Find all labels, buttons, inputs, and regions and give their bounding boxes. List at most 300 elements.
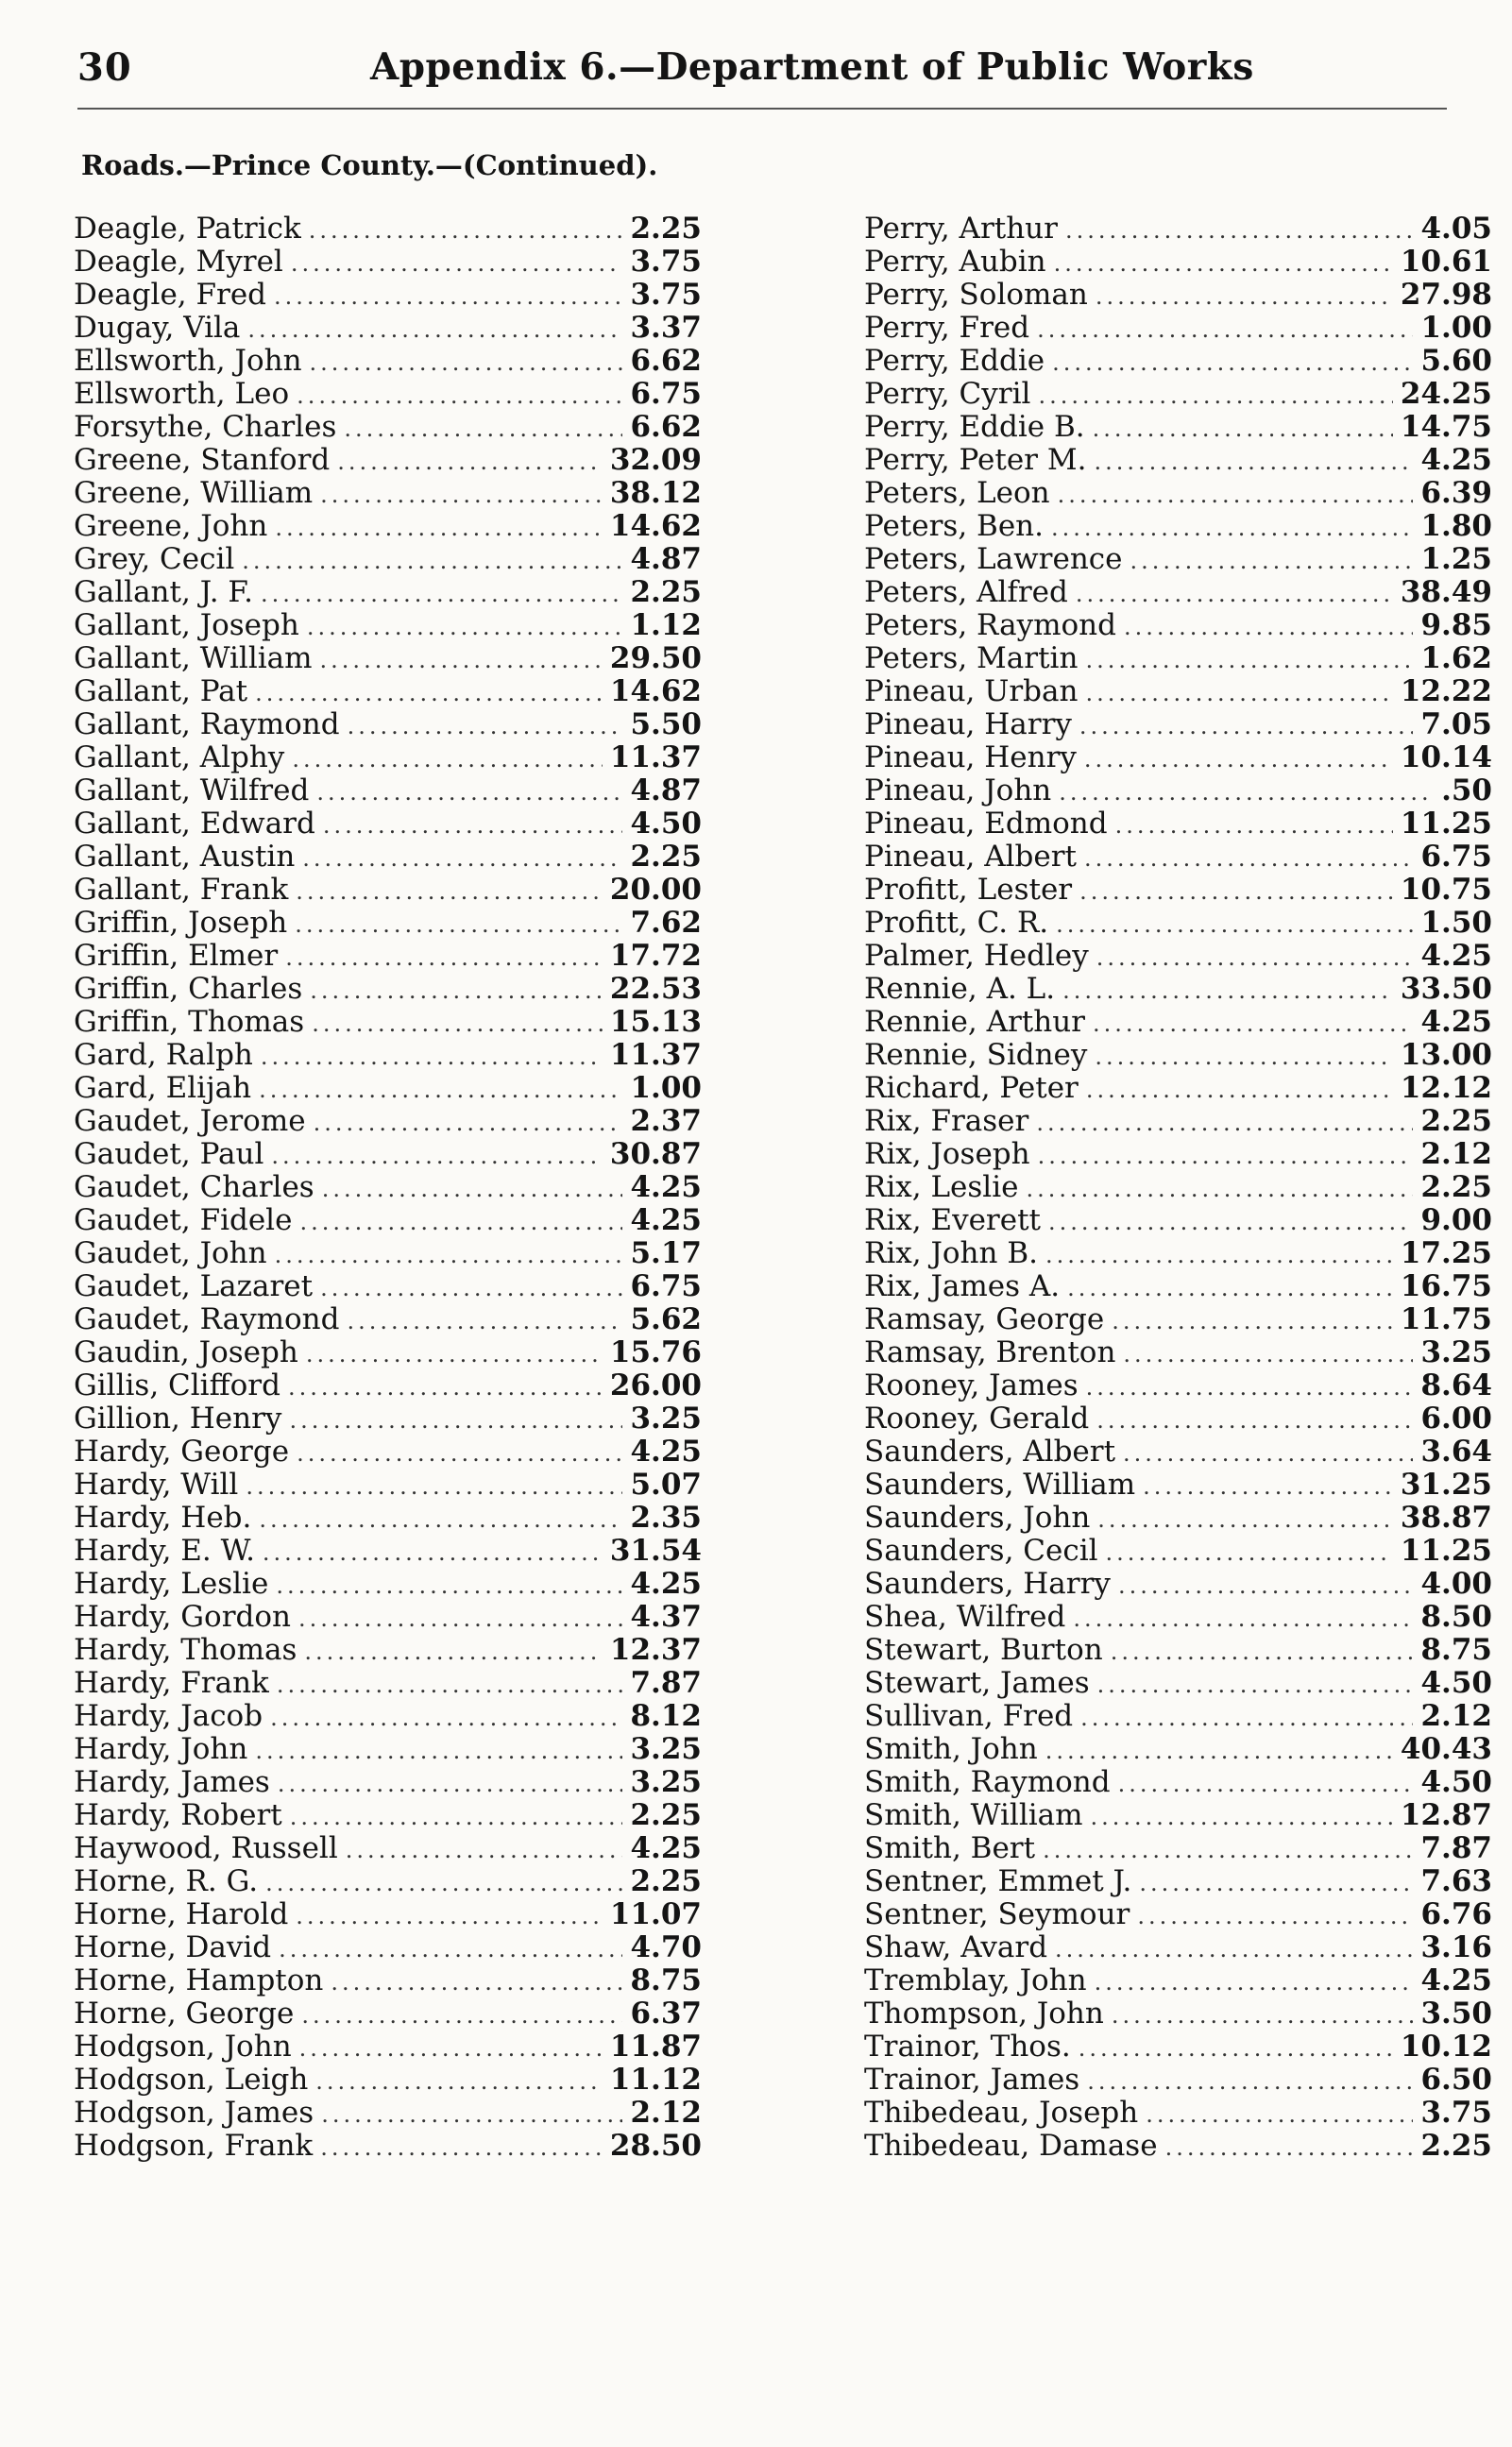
entry-amount: 8.12 (630, 1699, 702, 1733)
right-column (864, 212, 1492, 2163)
entry-amount: 12.87 (1400, 1798, 1492, 1832)
list-item (74, 1568, 702, 1601)
list-item (74, 741, 702, 774)
list-item (74, 1072, 702, 1105)
dot-leader (289, 1404, 622, 1437)
entry-name: Stewart, James (864, 1666, 1090, 1700)
entry-amount: 3.25 (630, 1732, 702, 1766)
entry-amount: 4.25 (630, 1170, 702, 1204)
entry-amount: 8.64 (1420, 1368, 1492, 1402)
entry-name: Richard, Peter (864, 1071, 1079, 1105)
entry-name: Palmer, Hedley (864, 939, 1089, 973)
list-item (864, 477, 1492, 510)
dot-leader (295, 909, 622, 942)
entry-name: Gard, Elijah (74, 1071, 252, 1105)
list-item (74, 1469, 702, 1502)
entry-name: Gallant, Austin (74, 840, 296, 874)
list-item (864, 1303, 1492, 1336)
entry-amount: 10.75 (1400, 873, 1492, 907)
entry-name: Peters, Martin (864, 641, 1079, 675)
dot-leader (1093, 1008, 1413, 1041)
entry-name: Gaudet, Raymond (74, 1302, 340, 1336)
entry-name: Profitt, C. R. (864, 906, 1049, 940)
dot-leader (277, 1669, 623, 1702)
entry-amount: 5.17 (630, 1236, 702, 1270)
entry-name: Rennie, Sidney (864, 1038, 1088, 1072)
entry-amount: 4.37 (630, 1600, 702, 1634)
dot-leader (247, 314, 622, 347)
entry-amount: 6.75 (630, 377, 702, 411)
list-item (74, 1898, 702, 1931)
entry-amount: 6.39 (1420, 476, 1492, 510)
dot-leader (1067, 1272, 1393, 1305)
dot-leader (1096, 942, 1414, 975)
entry-name: Gaudet, Charles (74, 1170, 314, 1204)
dot-leader (310, 347, 623, 380)
dot-leader (292, 743, 603, 776)
entry-amount: 31.25 (1400, 1468, 1492, 1502)
dot-leader (1137, 1900, 1413, 1933)
entry-name: Hodgson, John (74, 2030, 292, 2064)
entry-amount: 7.62 (630, 906, 702, 940)
entry-amount: 4.25 (1420, 1963, 1492, 1997)
dot-leader (1059, 776, 1434, 809)
dot-leader (297, 1437, 622, 1470)
entry-name: Trainor, Thos. (864, 2030, 1071, 2064)
dot-leader (1084, 842, 1413, 875)
entry-name: Hardy, Heb. (74, 1501, 252, 1535)
list-item (74, 675, 702, 708)
dot-leader (299, 2032, 603, 2065)
entry-name: Gaudet, Paul (74, 1137, 264, 1171)
list-item (864, 2031, 1492, 2064)
entry-name: Smith, Bert (864, 1831, 1036, 1865)
entry-amount: 1.50 (1420, 906, 1492, 940)
entry-amount: 14.62 (609, 674, 702, 708)
entry-amount: 4.00 (1420, 1567, 1492, 1601)
section-heading: Roads.—Prince County.—(Continued). (81, 149, 658, 181)
dot-leader (1084, 743, 1393, 776)
list-item (864, 1667, 1492, 1700)
entry-amount: 27.98 (1400, 278, 1492, 312)
entry-amount: 4.25 (630, 1203, 702, 1237)
dot-leader (298, 1603, 622, 1636)
dot-leader (270, 1702, 622, 1735)
dot-leader (274, 280, 622, 314)
dot-leader (315, 2065, 603, 2099)
entry-name: Profitt, Lester (864, 873, 1073, 907)
list-item (864, 1336, 1492, 1369)
dot-leader (261, 1041, 603, 1074)
entry-name: Hardy, James (74, 1765, 270, 1799)
list-item (864, 1733, 1492, 1766)
dot-leader (259, 1074, 622, 1107)
entry-name: Haywood, Russell (74, 1831, 338, 1865)
list-item (864, 1766, 1492, 1799)
list-item (74, 1369, 702, 1402)
entry-amount: 5.60 (1420, 344, 1492, 378)
entry-amount: 3.37 (630, 311, 702, 345)
entry-name: Saunders, John (864, 1501, 1091, 1535)
list-item (74, 312, 702, 345)
dot-leader (1112, 1305, 1393, 1338)
list-item (864, 807, 1492, 841)
entry-amount: 10.12 (1400, 2030, 1492, 2064)
entry-amount: 12.22 (1400, 674, 1492, 708)
entry-name: Perry, Cyril (864, 377, 1031, 411)
dot-leader (278, 1768, 623, 1801)
entry-name: Trainor, James (864, 2063, 1080, 2097)
list-item (864, 708, 1492, 741)
entry-amount: 6.75 (630, 1269, 702, 1303)
dot-leader (337, 446, 603, 479)
entry-amount: 30.87 (609, 1137, 702, 1171)
dot-leader (1165, 2132, 1414, 2165)
entry-amount: 6.37 (630, 1997, 702, 2031)
dot-leader (1051, 512, 1413, 545)
dot-leader (347, 1305, 622, 1338)
entry-amount: 11.25 (1400, 1534, 1492, 1568)
list-item (74, 2064, 702, 2097)
entry-amount: 11.37 (609, 1038, 702, 1072)
list-item (864, 2097, 1492, 2130)
list-item (864, 874, 1492, 907)
dot-leader (314, 1107, 623, 1140)
entry-name: Perry, Eddie B. (864, 410, 1085, 444)
list-item (74, 444, 702, 477)
list-item (74, 1270, 702, 1303)
dot-leader (299, 1206, 622, 1239)
entry-name: Gallant, Edward (74, 807, 315, 841)
list-item (864, 1072, 1492, 1105)
dot-leader (276, 1570, 622, 1603)
dot-leader (255, 1735, 622, 1768)
entry-name: Shaw, Avard (864, 1930, 1048, 1964)
list-item (74, 1733, 702, 1766)
entry-amount: .50 (1441, 773, 1492, 807)
entry-name: Rix, Everett (864, 1203, 1042, 1237)
entry-name: Peters, Raymond (864, 608, 1116, 642)
entry-name: Hardy, Frank (74, 1666, 269, 1700)
list-item (74, 1964, 702, 1997)
entry-name: Thibedeau, Damase (864, 2129, 1158, 2163)
entry-amount: 20.00 (609, 873, 702, 907)
entry-name: Stewart, Burton (864, 1633, 1103, 1667)
entry-name: Gallant, Wilfred (74, 773, 310, 807)
dot-leader (322, 1173, 623, 1206)
entry-amount: 2.25 (630, 840, 702, 874)
entry-amount: 11.37 (609, 740, 702, 774)
list-item (74, 807, 702, 841)
list-item (864, 1402, 1492, 1436)
list-item (74, 874, 702, 907)
dot-leader (1094, 446, 1413, 479)
entry-name: Rooney, James (864, 1368, 1079, 1402)
dot-leader (1097, 1669, 1414, 1702)
entry-name: Pineau, Harry (864, 707, 1072, 741)
entry-name: Griffin, Thomas (74, 1005, 305, 1039)
entry-name: Gallant, Pat (74, 674, 248, 708)
entry-amount: 13.00 (1400, 1038, 1492, 1072)
dot-leader (1036, 1107, 1413, 1140)
list-item (74, 841, 702, 874)
entry-name: Perry, Peter M. (864, 443, 1087, 477)
dot-leader (1086, 1074, 1393, 1107)
entry-amount: 6.62 (630, 344, 702, 378)
entry-name: Smith, William (864, 1798, 1083, 1832)
entry-name: Peters, Leon (864, 476, 1050, 510)
entry-name: Greene, John (74, 509, 268, 543)
page-number: 30 (77, 45, 132, 90)
dot-leader (301, 1999, 622, 2032)
entry-amount: 17.25 (1400, 1236, 1492, 1270)
entry-name: Grey, Cecil (74, 542, 235, 576)
dot-leader (1096, 280, 1393, 314)
entry-amount: 1.25 (1420, 542, 1492, 576)
entry-name: Rix, John B. (864, 1236, 1038, 1270)
entry-amount: 8.75 (1420, 1633, 1492, 1667)
entry-name: Gillis, Clifford (74, 1368, 280, 1402)
entry-amount: 11.25 (1400, 807, 1492, 841)
header-rule (77, 108, 1447, 110)
entry-amount: 6.76 (1420, 1897, 1492, 1931)
entry-amount: 31.54 (609, 1534, 702, 1568)
list-item (864, 1039, 1492, 1072)
list-item (864, 907, 1492, 940)
list-item (74, 1667, 702, 1700)
list-item (74, 212, 702, 246)
list-item (864, 1436, 1492, 1469)
entry-name: Perry, Fred (864, 311, 1030, 345)
list-item (864, 1105, 1492, 1138)
entry-amount: 4.25 (1420, 1005, 1492, 1039)
list-item (74, 642, 702, 675)
dot-leader (320, 644, 603, 677)
entry-amount: 6.62 (630, 410, 702, 444)
list-item (74, 1204, 702, 1237)
dot-leader (290, 1801, 623, 1834)
entry-name: Thompson, John (864, 1997, 1104, 2031)
dot-leader (255, 677, 603, 710)
entry-amount: 15.13 (609, 1005, 702, 1039)
list-item (74, 576, 702, 609)
dot-leader (307, 611, 623, 644)
dot-leader (1045, 1735, 1393, 1768)
list-item (74, 1865, 702, 1898)
entry-name: Gaudin, Joseph (74, 1335, 298, 1369)
list-item (864, 1799, 1492, 1832)
dot-leader (1052, 347, 1413, 380)
dot-leader (1111, 1636, 1414, 1669)
entry-amount: 3.25 (630, 1402, 702, 1436)
dot-leader (1118, 1570, 1414, 1603)
list-item (74, 1336, 702, 1369)
page-header (77, 45, 1447, 102)
entry-name: Hardy, Jacob (74, 1699, 263, 1733)
entry-name: Pineau, Albert (864, 840, 1078, 874)
entry-amount: 4.25 (1420, 443, 1492, 477)
dot-leader (1085, 677, 1392, 710)
entry-name: Griffin, Charles (74, 972, 303, 1006)
entry-amount: 2.12 (630, 2096, 702, 2130)
list-item (864, 973, 1492, 1006)
entry-name: Hodgson, James (74, 2096, 314, 2130)
list-item (74, 1171, 702, 1204)
entry-amount: 2.25 (630, 1798, 702, 1832)
dot-leader (1143, 1470, 1393, 1504)
list-item (74, 510, 702, 543)
dot-leader (309, 214, 623, 247)
list-item (864, 1865, 1492, 1898)
list-item (864, 1898, 1492, 1931)
entry-name: Hardy, Gordon (74, 1600, 292, 1634)
dot-leader (1055, 1933, 1413, 1966)
list-item (864, 1469, 1492, 1502)
entry-name: Horne, Harold (74, 1897, 289, 1931)
list-item (74, 1535, 702, 1568)
list-item (74, 1997, 702, 2031)
entry-name: Gaudet, Fidele (74, 1203, 293, 1237)
list-item (864, 1204, 1492, 1237)
entry-amount: 24.25 (1400, 377, 1492, 411)
entry-name: Gard, Ralph (74, 1038, 253, 1072)
entry-amount: 1.00 (630, 1071, 702, 1105)
dot-leader (1118, 1768, 1414, 1801)
list-item (74, 774, 702, 807)
list-item (74, 973, 702, 1006)
list-item (74, 1634, 702, 1667)
dot-leader (348, 710, 623, 743)
dot-leader (1079, 875, 1393, 909)
list-item (74, 345, 702, 378)
entry-name: Gaudet, Jerome (74, 1104, 306, 1138)
entry-amount: 3.16 (1420, 1930, 1492, 1964)
list-item (74, 1237, 702, 1270)
dot-leader (261, 578, 623, 611)
dot-leader (316, 776, 622, 809)
entry-amount: 4.50 (1420, 1765, 1492, 1799)
entry-name: Saunders, William (864, 1468, 1136, 1502)
list-item (864, 1832, 1492, 1865)
dot-leader (1139, 1867, 1413, 1900)
dot-leader (263, 1537, 603, 1570)
list-item (74, 1931, 702, 1964)
dot-leader (1056, 909, 1413, 942)
entry-amount: 9.00 (1420, 1203, 1492, 1237)
entry-amount: 28.50 (609, 2129, 702, 2163)
list-item (864, 444, 1492, 477)
entry-name: Pineau, Edmond (864, 807, 1108, 841)
entry-name: Saunders, Harry (864, 1567, 1111, 1601)
entry-name: Perry, Aubin (864, 245, 1046, 279)
entry-name: Peters, Alfred (864, 575, 1068, 609)
entry-amount: 10.61 (1400, 245, 1492, 279)
list-item (74, 708, 702, 741)
dot-leader (1095, 1966, 1414, 1999)
entry-amount: 3.75 (630, 245, 702, 279)
entry-amount: 4.25 (630, 1567, 702, 1601)
dot-leader (1079, 2032, 1393, 2065)
dot-leader (1038, 380, 1392, 413)
entry-name: Rennie, Arthur (864, 1005, 1085, 1039)
entry-name: Hardy, Leslie (74, 1567, 269, 1601)
entry-amount: 2.25 (630, 212, 702, 246)
left-column (74, 212, 702, 2163)
entry-name: Hardy, John (74, 1732, 248, 1766)
entry-amount: 4.50 (630, 807, 702, 841)
dot-leader (296, 875, 603, 909)
list-item (864, 1171, 1492, 1204)
list-item (74, 1402, 702, 1436)
list-item (864, 675, 1492, 708)
list-item (864, 642, 1492, 675)
list-item (864, 1997, 1492, 2031)
list-item (864, 1931, 1492, 1964)
entry-name: Ramsay, Brenton (864, 1335, 1116, 1369)
entry-amount: 1.12 (630, 608, 702, 642)
entry-name: Hardy, E. W. (74, 1534, 255, 1568)
dot-leader (331, 1966, 622, 1999)
list-item (864, 774, 1492, 807)
entry-amount: 26.00 (609, 1368, 702, 1402)
entry-amount: 4.50 (1420, 1666, 1492, 1700)
entry-amount: 4.25 (1420, 939, 1492, 973)
entry-name: Horne, R. G. (74, 1864, 259, 1898)
entry-name: Smith, John (864, 1732, 1038, 1766)
dot-leader (1096, 1404, 1413, 1437)
entry-amount: 6.00 (1420, 1402, 1492, 1436)
entry-name: Greene, William (74, 476, 314, 510)
entry-name: Rix, Fraser (864, 1104, 1029, 1138)
entry-name: Pineau, John (864, 773, 1052, 807)
entry-amount: 8.75 (630, 1963, 702, 1997)
dot-leader (1054, 247, 1393, 280)
entry-name: Dugay, Vila (74, 311, 241, 345)
list-item (74, 940, 702, 973)
list-item (864, 1964, 1492, 1997)
list-item (864, 841, 1492, 874)
list-item (864, 576, 1492, 609)
dot-leader (1093, 413, 1393, 446)
dot-leader (288, 1371, 603, 1404)
entry-name: Gallant, Raymond (74, 707, 340, 741)
list-item (74, 1039, 702, 1072)
entry-amount: 3.75 (1420, 2096, 1492, 2130)
list-item (864, 940, 1492, 973)
dot-leader (279, 1933, 622, 1966)
entry-amount: 3.75 (630, 278, 702, 312)
dot-leader (1086, 1371, 1414, 1404)
entry-amount: 4.25 (630, 1435, 702, 1469)
list-item (74, 2130, 702, 2163)
dot-leader (321, 2099, 622, 2132)
list-item (864, 1535, 1492, 1568)
dot-leader (1097, 1504, 1393, 1537)
entry-name: Griffin, Elmer (74, 939, 279, 973)
list-item (864, 609, 1492, 642)
dot-leader (1124, 611, 1414, 644)
list-item (864, 1006, 1492, 1039)
list-item (864, 1634, 1492, 1667)
dot-leader (1080, 1702, 1413, 1735)
entry-amount: 3.25 (630, 1765, 702, 1799)
dot-leader (310, 975, 603, 1008)
dot-leader (344, 413, 622, 446)
entry-amount: 4.70 (630, 1930, 702, 1964)
entry-amount: 2.25 (630, 575, 702, 609)
list-item (74, 907, 702, 940)
entry-name: Gallant, Frank (74, 873, 289, 907)
